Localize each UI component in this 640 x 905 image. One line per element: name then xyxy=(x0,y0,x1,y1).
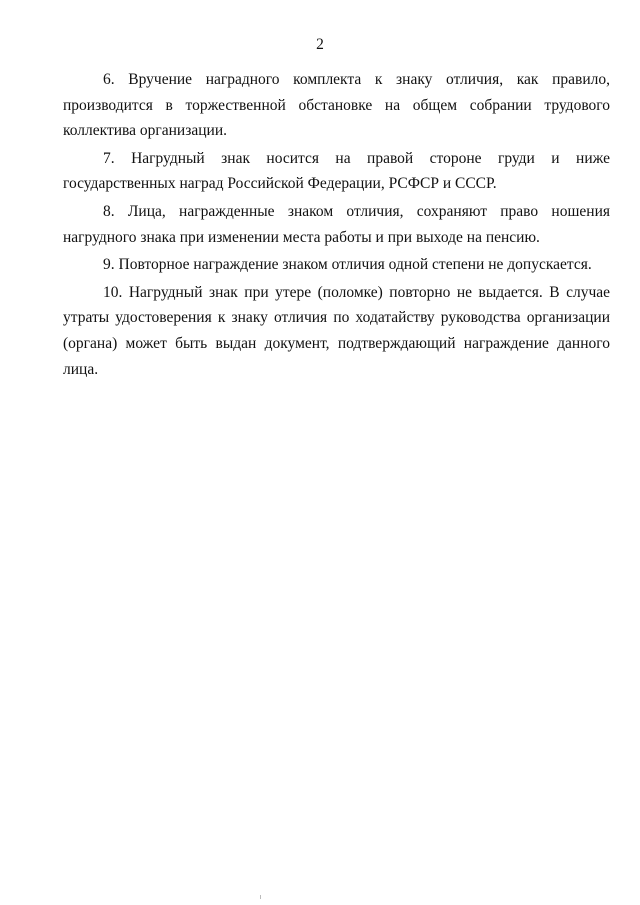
document-body xyxy=(63,67,610,382)
scan-artifact xyxy=(260,895,261,899)
paragraph-9: 9. Повторное награждение знаком отличия одной степени не допускается. xyxy=(103,256,592,274)
paragraph-6: 6. Вручение наградного комплекта к знаку отличия, как правило, производится в торжественной обстановке на общем собрании трудового коллектива организации. xyxy=(63,71,610,140)
page-number: 2 xyxy=(316,36,324,53)
paragraph-7: 7. Нагрудный знак носится на правой стороне груди и ниже государственных наград Российской Федерации, РСФСР и СССР. xyxy=(63,149,610,193)
paragraph-8: 8. Лица, награжденные знаком отличия, сохраняют право ношения нагрудного знака при изменении места работы и при выходе на пенсию. xyxy=(63,202,610,246)
paragraph-10: 10. Нагрудный знак при утере (поломке) повторно не выдается. В случае утраты удостоверения к знаку отличия по ходатайству руководства организации (органа) может быть выдан документ, подтверждающий награждение данного лица. xyxy=(63,283,610,378)
